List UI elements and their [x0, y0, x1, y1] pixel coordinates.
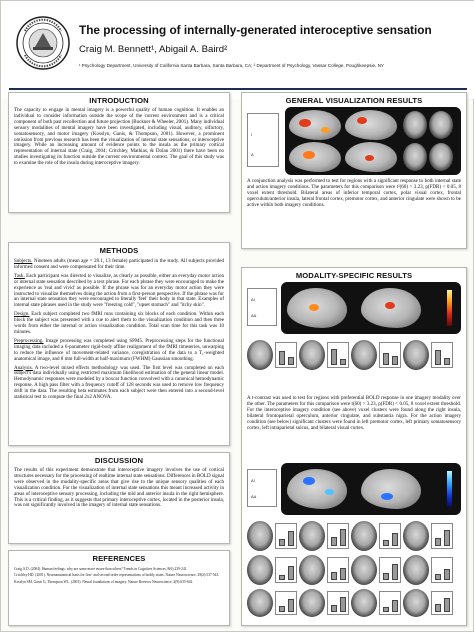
- mini-bar-chart: [379, 342, 401, 368]
- general-results-figure: [247, 107, 461, 175]
- bar: [279, 606, 285, 612]
- brain-axial-slice: [351, 521, 377, 551]
- methods-analysis: [14, 366, 224, 401]
- mini-bar-chart: [327, 342, 349, 368]
- preprocessing-text: Image processing was completed using SPM5. Preprocessing steps for the functional imaging data included a 6-parameter rigid-body affine realignment of the fMRI timeseries, unwarping to reduce the influence of movement-related variance, coregistration of the data to a T₁-weighted anatomical image, and 8 mm full-width at half-maximum (FWHM) Gaussian smoothing.: [14, 337, 224, 362]
- brain-axial-slice: [429, 143, 453, 171]
- bottom-label-aa: AA: [251, 494, 257, 499]
- bar: [444, 569, 450, 580]
- brain-lateral-right: [289, 142, 341, 172]
- mini-bar-chart: [379, 557, 401, 583]
- methods-text: [14, 259, 224, 401]
- bar: [435, 350, 441, 365]
- bar: [444, 358, 450, 365]
- brain-axial-slice: [247, 555, 273, 585]
- mini-bar-chart: [379, 523, 401, 549]
- brain-lateral: [287, 469, 347, 509]
- activation-blob: [365, 155, 374, 161]
- bar: [331, 537, 337, 546]
- bar: [331, 572, 337, 580]
- introduction-text: The capacity to engage in mental imagery is a powerful quality of human cognition. It enables an individual to consider information outside the scope of the current environment and is a critical component of both past recollection and future projection (Buckner & Wheeler, 2001). Many individual sensory modalities of mental imagery have been investigated, including visual, auditory, olfactory, somatosensory, and motor imagery (Kosslyn, Ganis, & Thompson, 2001). However, a prominent omission from previous research has been the visualization of internal state sensations, or interoceptive imagery. While an increasing amount of evidence points to the insula as the primary cortical representation of internal state (Craig, 2004; Critchley, Mathias, & Dolan 2001) there have been no studies investigating its function outside the current environmental context. The goal of this study was to examine the role of the insula during interoceptive imagery.: [14, 107, 224, 167]
- bar: [383, 573, 389, 580]
- mini-bar-chart: [275, 523, 297, 549]
- analysis-label: Analysis.: [14, 364, 33, 371]
- poster-header: [1, 1, 474, 99]
- task-text: Each participant was directed to visualize, as clearly as possible, either an everyday motor action or internal state sensation described by a text phrase. For each phrase they were encouraged to make the experience as 'real and vivid' as possible. If the phrase was for an everyday motor action they were instructed to visualize themselves doing the action from a first-person perspective. If the phrase was for an internal state sensation they were encouraged to literally 'feel' their body in that state. Examples of internal state phrases used in the study were "freezing cold", "upset stomach" and "itchy skin".: [14, 272, 224, 309]
- brain-axial-slice: [403, 340, 429, 370]
- modality-bottom-brain-render: [281, 463, 461, 515]
- bar: [288, 599, 294, 612]
- bar: [435, 604, 441, 612]
- bar: [383, 607, 389, 612]
- modality-bottom-bar-charts: [247, 519, 461, 619]
- activation-blob: [385, 302, 395, 309]
- task-label: Task.: [14, 272, 25, 279]
- brain-lateral-left: [289, 110, 341, 140]
- brain-axial-slice: [299, 589, 325, 617]
- brain-axial-slice: [299, 555, 325, 585]
- mini-bar-chart: [275, 591, 297, 615]
- bar: [279, 351, 285, 365]
- reference-item: Kosslyn SM, Ganis G, Thompson WL. (2001). Neural foundations of imagery. Nature Reviews Neuroscience, 2(9):635-642.: [14, 579, 194, 584]
- bar: [444, 530, 450, 546]
- methods-panel: [8, 242, 230, 446]
- bar: [279, 539, 285, 546]
- mini-bar-chart: [327, 557, 349, 583]
- bar: [435, 538, 441, 546]
- modality-top-bar-legend: [247, 288, 277, 326]
- colorbar: [447, 471, 452, 507]
- brain-lateral: [361, 469, 421, 509]
- brain-axial-slice: [351, 340, 377, 370]
- mini-bar-chart: [275, 342, 297, 368]
- bar: [288, 357, 294, 365]
- reference-item: Critchley HD. (2001). Neuroanatomical basis for first- and second-order representations of bodily states. Nature Neuroscience, 29(2):537-543.: [14, 573, 220, 578]
- brain-axial-slice: [403, 111, 427, 139]
- bar: [392, 564, 398, 580]
- methods-task: [14, 274, 224, 309]
- modality-results-heading: MODALITY-SPECIFIC RESULTS: [295, 271, 413, 280]
- bar: [392, 533, 398, 546]
- brain-axial-slice: [299, 340, 325, 370]
- bar: [279, 575, 285, 580]
- discussion-panel: [8, 452, 230, 544]
- brain-axial-slice: [351, 589, 377, 617]
- activation-blob: [303, 477, 315, 485]
- university-seal-logo: [15, 9, 71, 87]
- brain-axial-slice: [429, 111, 453, 139]
- poster-affiliations: ¹ Psychology Department, University of California Santa Barbara, Santa Barbara, CA; ² Department of Psychology, Vassar College, Poughkeepsie, NY: [79, 63, 384, 68]
- introduction-heading: INTRODUCTION: [89, 96, 149, 105]
- methods-design: [14, 312, 224, 336]
- bar: [435, 574, 441, 580]
- brain-axial-slice: [403, 589, 429, 617]
- introduction-panel: [8, 92, 230, 213]
- poster-title: The processing of internally-generated interoceptive sensation: [79, 23, 432, 37]
- reference-item: Craig A.D. (2004). Human feelings: why are some more aware than others? Trends in Cognitive Sciences, 8(6):239-241.: [14, 567, 188, 571]
- activation-blob: [357, 117, 367, 124]
- modality-bottom-bar-legend: [247, 469, 277, 507]
- modality-results-text: A t-contrast was used to test for regions with preferential BOLD response in one imagery modality over the other. The parameters for this comparison were t(60) > 3.23, p(FDR) < 0.05, 8 voxel extent threshold. For the interoceptive imagery condition (see above) voxel clusters were found along the right insula, bilateral frontoparietal operculum, anterior cingulate, and substantia nigra. For the action imagery condition (see below) significant clusters were found in left premotor cortex, left primary somatosensory cortex, left intraparietal sulcus, and bilateral visual cortex.: [247, 395, 461, 431]
- mini-bar-chart: [431, 523, 453, 549]
- activation-blob: [299, 119, 311, 127]
- brain-axial-slice: [403, 143, 427, 171]
- bar: [340, 529, 346, 546]
- mini-bar-chart: [327, 523, 349, 549]
- activation-blob: [303, 151, 315, 159]
- modality-bottom-figure: [247, 463, 461, 621]
- general-results-heading: GENERAL VISUALIZATION RESULTS: [285, 96, 423, 105]
- mini-bar-chart: [275, 557, 297, 583]
- brain-medial-left: [345, 110, 397, 140]
- bar: [383, 540, 389, 546]
- brain-axial-slice: [247, 589, 273, 617]
- modality-top-bar-charts: [247, 338, 461, 394]
- design-text: Each subject completed two fMRI runs containing six blocks of each condition. Within each block the subject was presented with a cue to alert them to the visualization condition and then three words from either the internal or action visualization condition. Total scan time for this task was 10 minutes.: [14, 311, 224, 335]
- methods-heading: METHODS: [99, 246, 139, 255]
- bar: [331, 349, 337, 365]
- methods-preprocessing: [14, 339, 224, 363]
- bar: [392, 356, 398, 365]
- brain-axial-slice: [403, 555, 429, 585]
- mini-bar-chart: [431, 557, 453, 583]
- bar: [444, 598, 450, 612]
- bar: [340, 568, 346, 580]
- general-results-text: A conjunction analysis was performed to test for regions with a significant response to both internal state and action imagery conditions. The parameters for this comparison were t²(60) > 3.23, p(FDR) < 0.05, 8 voxel extent threshold. Bilateral areas of inferior temporal cortex, polar visual cortex, frontal operculum/anterior insula, lateral frontal cortex, premotor cortex, and anterior cingulate were shown to be active within both imagery conditions.: [247, 178, 461, 208]
- modality-top-figure: [247, 282, 461, 394]
- references-panel: [8, 550, 230, 626]
- top-label-aa: AA: [251, 313, 257, 318]
- methods-subjects: [14, 259, 224, 271]
- brain-axial-slice: [351, 555, 377, 585]
- activation-blob: [381, 493, 393, 500]
- general-results-panel: [241, 92, 467, 249]
- subjects-text: Nineteen adults (mean age = 28.1, 13 female) participated in the study. All subjects provided informed consent and were compensated for their time.: [14, 258, 224, 270]
- mini-bar-chart: [379, 591, 401, 615]
- bar: [340, 359, 346, 365]
- mini-bar-chart: [431, 342, 453, 368]
- brain-axial-slice: [403, 521, 429, 551]
- references-heading: REFERENCES: [92, 554, 146, 563]
- activation-blob: [321, 127, 330, 133]
- mini-bar-chart: [327, 591, 349, 615]
- discussion-text: The results of this experiment demonstrate that interoceptive imagery involves the use of cortical structures necessary for the processing of realtime internal state sensations. Differences in BOLD signal were observed in the modality-specific areas that give rise to the unique sensory qualities of each visualization condition. For the visualization of internal state sensations this meant increased activity in areas of interoceptive sensory processing, including the mid and anterior insula in the right hemisphere. This is a critical finding, as it suggests that primary interoceptive cortex, located in the posterior insula, was not significantly involved in the imagery of internal state sensations.: [14, 467, 224, 509]
- activation-blob: [325, 489, 334, 495]
- modality-top-brain-render: [281, 282, 461, 334]
- subjects-label: Subjects.: [14, 258, 33, 264]
- bar: [331, 605, 337, 612]
- bar: [340, 597, 346, 612]
- header-divider: [9, 88, 467, 90]
- brain-axial-slice: [299, 521, 325, 551]
- bar: [392, 600, 398, 612]
- modality-results-panel: [241, 267, 467, 626]
- general-bar-chart: [247, 113, 279, 167]
- brain-axial-slice: [247, 521, 273, 551]
- bar: [288, 566, 294, 580]
- design-label: Design.: [14, 311, 30, 318]
- mini-bar-chart: [431, 591, 453, 615]
- analysis-text: A two-level mixed effects methodology was used. The first level was completed on each subject's data individually using restricted maximum likelihood estimation of the general linear model. Hemodynamic responses were modeled by a boxcar function convolved with a canonical hemodynamic response. A high pass filter with a frequency cutoff of 128 seconds was used to remove low frequency drift in the data. The resulting beta estimates from each subject were then entered into a second-level statistical test to compute the final 2x2 ANOVA.: [14, 364, 224, 401]
- general-chart-label-a: A: [251, 152, 254, 157]
- brain-axial-slice: [247, 340, 273, 370]
- discussion-heading: DISCUSSION: [94, 456, 144, 465]
- activation-blob: [309, 304, 319, 311]
- bottom-label-ai: AI: [251, 478, 255, 483]
- colorbar: [447, 290, 452, 326]
- top-label-ai: AI: [251, 297, 255, 302]
- general-chart-label-i: I: [251, 132, 253, 137]
- preprocessing-label: Preprocessing.: [14, 337, 44, 344]
- poster-authors: Craig M. Bennett¹, Abigail A. Baird²: [79, 44, 228, 55]
- general-brain-rendering: [285, 107, 461, 175]
- bar: [383, 353, 389, 365]
- bar: [288, 531, 294, 546]
